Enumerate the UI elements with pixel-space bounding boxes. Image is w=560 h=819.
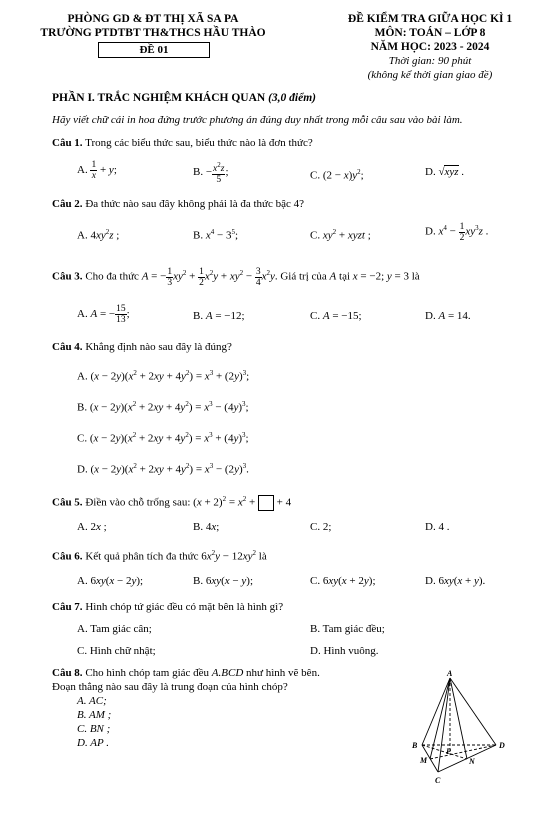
- q2-option-b: B. $x^4 - 3^5$;: [193, 228, 239, 242]
- q7-option-a: A. Tam giác cân;: [77, 623, 152, 635]
- label-b: B: [412, 741, 418, 750]
- q4-text: Khẳng định nào sau đây là đúng?: [85, 341, 232, 353]
- q3-text-a: Cho đa thức: [85, 270, 139, 283]
- exam-title: ĐỀ KIỂM TRA GIỮA HỌC KÌ 1: [347, 13, 513, 25]
- q3-text-b: Giá trị của: [280, 270, 327, 283]
- q6-label: Câu 6.: [52, 550, 83, 563]
- school-name: TRƯỜNG PTDTBT TH&THCS HẦU THÀO: [40, 27, 266, 39]
- q7-label: Câu 7.: [52, 601, 83, 613]
- q4-option-d: D. $(x - 2y)(x^2 + 2xy + 4y^2) = x^3 - (2y)^3$.: [77, 462, 249, 476]
- q7-option-d: D. Hình vuông.: [310, 645, 379, 657]
- section-points: (3,0 điểm): [268, 92, 316, 104]
- instruction: Hãy viết chữ cái in hoa đứng trước phương án đúng duy nhất trong mỗi câu sau vào bài làm.: [52, 114, 463, 126]
- question-7: [52, 600, 283, 614]
- q1-text: Trong các biểu thức sau, biểu thức nào là đơn thức?: [85, 137, 313, 149]
- q6-text-end: là: [258, 550, 267, 563]
- question-2: [52, 197, 304, 211]
- q3-option-a: A. A = − $\frac{15}{13}$ ;: [77, 304, 130, 325]
- time-note: (không kể thời gian giao đề): [367, 69, 493, 81]
- school-department: PHÒNG GD & ĐT THỊ XÃ SA PA: [67, 13, 239, 25]
- label-c: C: [435, 776, 441, 785]
- q8-option-a: A. AC;: [77, 695, 107, 707]
- q3-option-c: C. A = −15;: [310, 310, 362, 322]
- q2-text: Đa thức nào sau đây không phải là đa thức bậc 4?: [85, 198, 305, 210]
- label-m: M: [420, 756, 428, 765]
- q1-option-a: A. $\frac{1}{x}$ + y;: [77, 160, 117, 181]
- question-6: Câu 6. Kết quả phân tích đa thức $6x^2y - 12xy^2$ là: [52, 549, 267, 563]
- q6-text: Kết quả phân tích đa thức: [85, 550, 199, 563]
- q3-text-c: tại: [339, 270, 351, 283]
- section-title-text: PHẦN I. TRẮC NGHIỆM KHÁCH QUAN: [52, 92, 266, 104]
- q7-option-b: B. Tam giác đều;: [310, 623, 385, 635]
- q4-label: Câu 4.: [52, 341, 83, 353]
- q1-label: Câu 1.: [52, 137, 83, 149]
- question-3: Câu 3. Cho đa thức A = − $\frac{1}{3}$ $xy^2$ + $\frac{1}{2}$ $x^2y + xy^2$ − $\frac{3}{4}$ $x^2y$. Giá trị của A tại x = −2; y = 3 là: [52, 266, 420, 288]
- q4-option-c: C. $(x - 2y)(x^2 + 2xy + 4y^2) = x^3 + (4y)^3$;: [77, 431, 249, 445]
- subject: MÔN: TOÁN – LỚP 8: [374, 27, 486, 39]
- question-5: Câu 5. Điền vào chỗ trống sau: $(x + 2)^2 = x^2$ + + 4: [52, 492, 291, 511]
- label-d: D: [499, 741, 505, 750]
- q8-text-b: như hình vẽ bên.: [246, 667, 320, 679]
- q5-option-d: D. 4 .: [425, 521, 450, 533]
- q8-option-d: D. AP .: [77, 737, 109, 749]
- q3-option-b: B. A = −12;: [193, 310, 245, 322]
- q6-option-b: B. 6xy(x − y);: [193, 575, 254, 587]
- q5-text: Điền vào chỗ trống sau:: [85, 496, 191, 509]
- q8-line2: Đoạn thẳng nào sau đây là trung đoạn của hình chóp?: [52, 681, 288, 693]
- q1-option-d: D. √xyz .: [425, 166, 465, 178]
- q2-option-c: C. $xy^2$ + xyzt ;: [310, 228, 371, 242]
- label-a: A: [447, 669, 453, 678]
- q5-label: Câu 5.: [52, 496, 83, 509]
- q1-option-c: C. $(2 - x)y^2$;: [310, 168, 364, 182]
- q5-option-c: C. 2;: [310, 521, 332, 533]
- q8-option-c: C. BN ;: [77, 723, 111, 735]
- q8-option-b: B. AM ;: [77, 709, 112, 721]
- q2-option-a: A. $4xy^2z$ ;: [77, 228, 120, 242]
- q6-option-d: D. 6xy(x + y).: [425, 575, 486, 587]
- pyramid-figure: [400, 668, 518, 788]
- exam-code-box: ĐỀ 01: [98, 42, 210, 58]
- q5-option-a: A. 2x ;: [77, 521, 107, 533]
- q4-option-b: B. $(x - 2y)(x^2 + 2xy + 4y^2) = x^3 - (4y)^3$;: [77, 400, 249, 414]
- q1-option-b: B. − $\frac{x^2z}{5}$ ;: [193, 161, 229, 186]
- school-year: NĂM HỌC: 2023 - 2024: [370, 41, 490, 53]
- median-md: [430, 745, 496, 759]
- q2-option-d: D. $x^4$ − $\frac{1}{2}$ $xy^3z$ .: [425, 221, 489, 243]
- q7-text: Hình chóp tứ giác đều có mặt bên là hình gì?: [85, 601, 284, 613]
- q3-option-d: D. A = 14.: [425, 310, 471, 322]
- q3-text-d: là: [411, 270, 420, 283]
- q3-label: Câu 3.: [52, 270, 83, 283]
- q4-option-a: A. $(x - 2y)(x^2 + 2xy + 4y^2) = x^3 + (2y)^3$;: [77, 369, 250, 383]
- q2-label: Câu 2.: [52, 198, 83, 210]
- time-limit: Thời gian: 90 phút: [388, 55, 472, 67]
- question-1: [52, 136, 313, 150]
- q8-label: Câu 8.: [52, 667, 83, 679]
- question-4: [52, 340, 232, 354]
- label-n: N: [469, 757, 475, 766]
- q7-option-c: C. Hình chữ nhật;: [77, 645, 156, 657]
- q8-text: Cho hình chóp tam giác đều: [85, 667, 210, 679]
- section-title: [52, 92, 316, 104]
- question-8: Câu 8. Cho hình chóp tam giác đều A.BCD như hình vẽ bên.: [52, 667, 320, 679]
- label-p: P: [446, 747, 451, 756]
- q5-option-b: B. 4x;: [193, 521, 220, 533]
- q6-option-c: C. 6xy(x + 2y);: [310, 575, 376, 587]
- blank-box: [258, 495, 274, 511]
- q6-option-a: A. 6xy(x − 2y);: [77, 575, 144, 587]
